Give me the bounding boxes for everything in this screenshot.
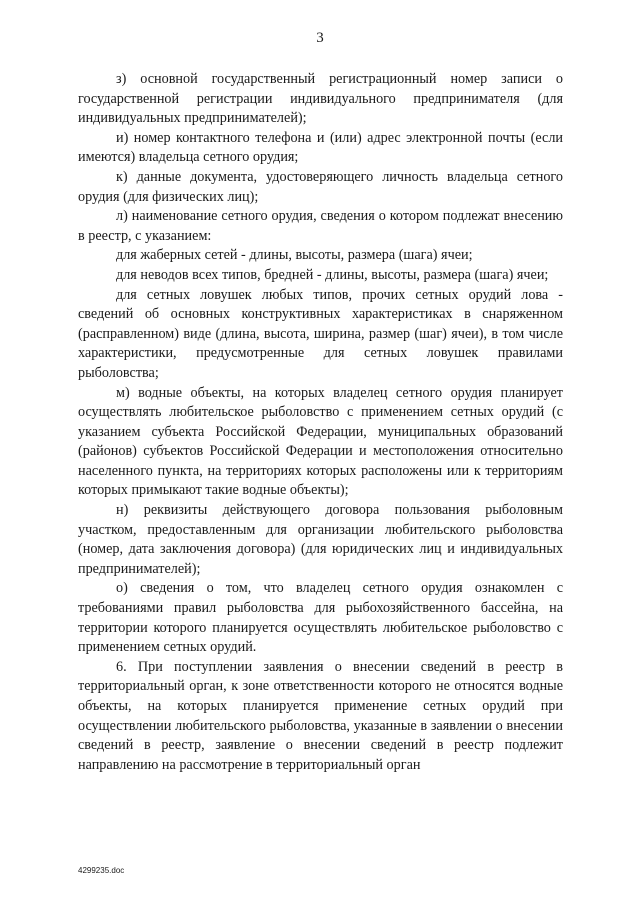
paragraph-l: л) наименование сетного орудия, сведения о котором подлежат внесению в реестр, с указанием: <box>78 208 563 244</box>
paragraph-n: н) реквизиты действующего договора пользования рыболовным участком, предоставленным для организации любительского рыболовства (номер, дата заключения договора) (для юридических лиц и индивидуальных предпринимателей); <box>78 502 563 577</box>
paragraph-i: и) номер контактного телефона и (или) адрес электронной почты (если имеются) владельца сетного орудия; <box>78 129 563 166</box>
paragraph-6: 6. При поступлении заявления о внесении сведений в реестр в территориальный орган, к зоне ответственности которого не относятся водные объекты, на которых планируется применение сетных орудий при осуществлении любительского рыболовства, указанные в заявлении о внесении сведений в реестр, заявление о внесении сведений в реестр подлежит направлению на рассмотрение в территориальный орган <box>78 658 563 773</box>
page-number: 3 <box>316 30 324 46</box>
paragraph-l-gill-nets: для жаберных сетей - длины, высоты, размера (шага) ячеи; <box>116 247 473 264</box>
paragraph-l-seines: для неводов всех типов, бредней - длины, высоты, размера (шага) ячеи; <box>116 266 549 283</box>
paragraph-z: з) основной государственный регистрационный номер записи о государственной регистрации индивидуального предпринимателя (для индивидуальных предпринимателей); <box>78 71 563 127</box>
paragraph-l-traps: для сетных ловушек любых типов, прочих сетных орудий лова - сведений об основных конструктивных характеристиках в снаряженном (расправленном) виде (длина, высота, ширина, размер (шаг) ячеи), в том числе характеристики, предусмотренные для сетных ловушек правилами рыболовства; <box>78 286 563 381</box>
paragraph-o: о) сведения о том, что владелец сетного орудия ознакомлен с требованиями правил рыболовства для рыбохозяйственного бассейна, на территории которого планируется осуществлять любительское рыболовство с применением сетных орудий. <box>78 580 563 656</box>
paragraph-m: м) водные объекты, на которых владелец сетного орудия планирует осуществлять любительское рыболовство с применением сетных орудий (с указанием субъекта Российской Федерации, муниципальных образований (районов) субъектов Российской Федерации и местоположения относительно населенного пункта, на территориях которых расположены или к территориям которых примыкают такие водные объекты); <box>78 384 563 499</box>
paragraph-k: к) данные документа, удостоверяющего личность владельца сетного орудия (для физических лиц); <box>78 168 563 205</box>
document-footer-filename: 4299235.doc <box>78 866 125 875</box>
document-body <box>78 70 563 775</box>
